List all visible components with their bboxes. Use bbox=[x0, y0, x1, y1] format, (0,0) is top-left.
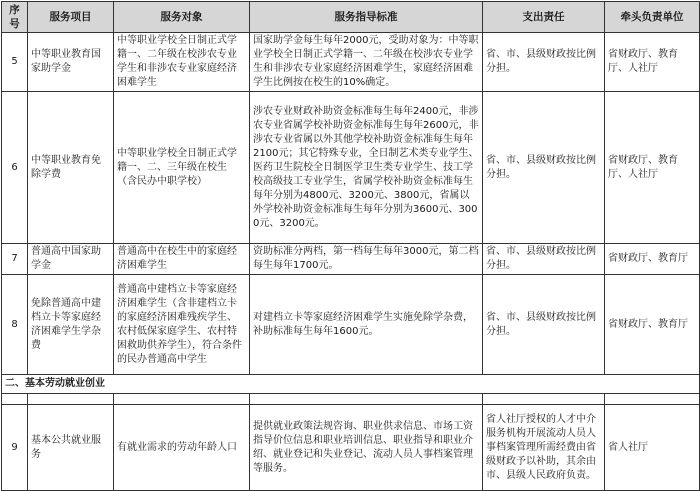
service-standards-table bbox=[1, 1, 700, 491]
cell-seq: 9 bbox=[2, 405, 28, 491]
cell-target: 有就业需求的劳动年龄人口 bbox=[114, 405, 250, 491]
cell-target: 中等职业学校全日制正式学籍一、二年级在校涉农专业学生和非涉农专业家庭经济困难学生 bbox=[114, 33, 250, 92]
cell-payer: 省、市、县级财政按比例分担。 bbox=[483, 275, 605, 375]
table-row bbox=[2, 405, 700, 491]
spacer-cell bbox=[2, 394, 28, 405]
table-row bbox=[2, 33, 700, 92]
cell-target: 普通高中在校生中的家庭经济困难学生 bbox=[114, 244, 250, 275]
cell-item: 普通高中国家助学金 bbox=[28, 244, 114, 275]
cell-seq: 6 bbox=[2, 92, 28, 244]
cell-seq: 8 bbox=[2, 275, 28, 375]
cell-payer: 省、市、县级财政按比例分担。 bbox=[483, 244, 605, 275]
cell-payer: 省人社厅授权的人才中介服务机构开展流动人员人事档案管理所需经费由省级财政予以补助，其余由市、县级人民政府负责。 bbox=[483, 405, 605, 491]
cell-target: 中等职业学校全日制正式学籍一、二、三年级在校生（含民办中职学校） bbox=[114, 92, 250, 244]
cell-payer: 省、市、县级财政按比例分担。 bbox=[483, 33, 605, 92]
section-row bbox=[2, 375, 700, 394]
spacer-row bbox=[2, 394, 700, 405]
table-row bbox=[2, 92, 700, 244]
cell-lead: 省人社厅 bbox=[605, 405, 700, 491]
cell-standard: 对建档立卡等家庭经济困难学生实施免除学杂费，补助标准每生每年1600元。 bbox=[250, 275, 483, 375]
header-payer: 支出责任 bbox=[483, 2, 605, 33]
cell-item: 中等职业教育国家助学金 bbox=[28, 33, 114, 92]
spacer-cell bbox=[28, 394, 114, 405]
cell-seq: 7 bbox=[2, 244, 28, 275]
cell-lead: 省财政厅、教育厅、人社厅 bbox=[605, 33, 700, 92]
section-heading: 二、基本劳动就业创业 bbox=[2, 375, 700, 394]
table-row bbox=[2, 275, 700, 375]
cell-standard: 涉农专业财政补助资金标准每生每年2400元，非涉农专业省属学校补助资金标准每生每年2600元，非涉农专业省属以外其他学校补助资金标准每生每年2100元；其它特殊专业，全日制艺术类专业学生、医药卫生院校全日制医学卫生类专业学生、技工学校高级技工专业学生，省属学校补助资金标准每生每年分别为4800元、3200元、3800元，省属以外学校补助资金标准每生每年分别为3600元、3000元、3200元。 bbox=[250, 92, 483, 244]
cell-lead: 省财政厅、教育厅 bbox=[605, 275, 700, 375]
spacer-cell bbox=[114, 394, 250, 405]
header-item: 服务项目 bbox=[28, 2, 114, 33]
spacer-cell bbox=[250, 394, 483, 405]
header-seq: 序号 bbox=[2, 2, 28, 33]
cell-payer: 省、市、县级财政按比例分担。 bbox=[483, 92, 605, 244]
cell-target: 普通高中建档立卡等家庭经济困难学生（含非建档立卡的家庭经济困难残疾学生、农村低保家庭学生、农村特困救助供养学生），符合条件的民办普通高中学生 bbox=[114, 275, 250, 375]
cell-item: 中等职业教育免除学费 bbox=[28, 92, 114, 244]
cell-seq: 5 bbox=[2, 33, 28, 92]
header-lead: 牵头负责单位 bbox=[605, 2, 700, 33]
cell-lead: 省财政厅、教育厅 bbox=[605, 244, 700, 275]
cell-standard: 国家助学金每生每年2000元，受助对象为：中等职业学校全日制正式学籍一、二年级在校涉农专业学生和非涉农专业家庭经济困难学生，家庭经济困难学生比例按在校生的10%确定。 bbox=[250, 33, 483, 92]
cell-standard: 提供就业政策法规咨询、职业供求信息、市场工资指导价位信息和职业培训信息、职业指导和职业介绍、就业登记和失业登记、流动人员人事档案管理等服务。 bbox=[250, 405, 483, 491]
spacer-cell bbox=[605, 394, 700, 405]
cell-lead: 省财政厅、教育厅、人社厅 bbox=[605, 92, 700, 244]
cell-standard: 资助标准分两档，第一档每生每年3000元，第二档每生每年1700元。 bbox=[250, 244, 483, 275]
spacer-cell bbox=[483, 394, 605, 405]
table-row bbox=[2, 244, 700, 275]
cell-item: 基本公共就业服务 bbox=[28, 405, 114, 491]
header-target: 服务对象 bbox=[114, 2, 250, 33]
cell-item: 免除普通高中建档立卡等家庭经济困难学生学杂费 bbox=[28, 275, 114, 375]
header-row bbox=[2, 2, 700, 33]
header-standard: 服务指导标准 bbox=[250, 2, 483, 33]
